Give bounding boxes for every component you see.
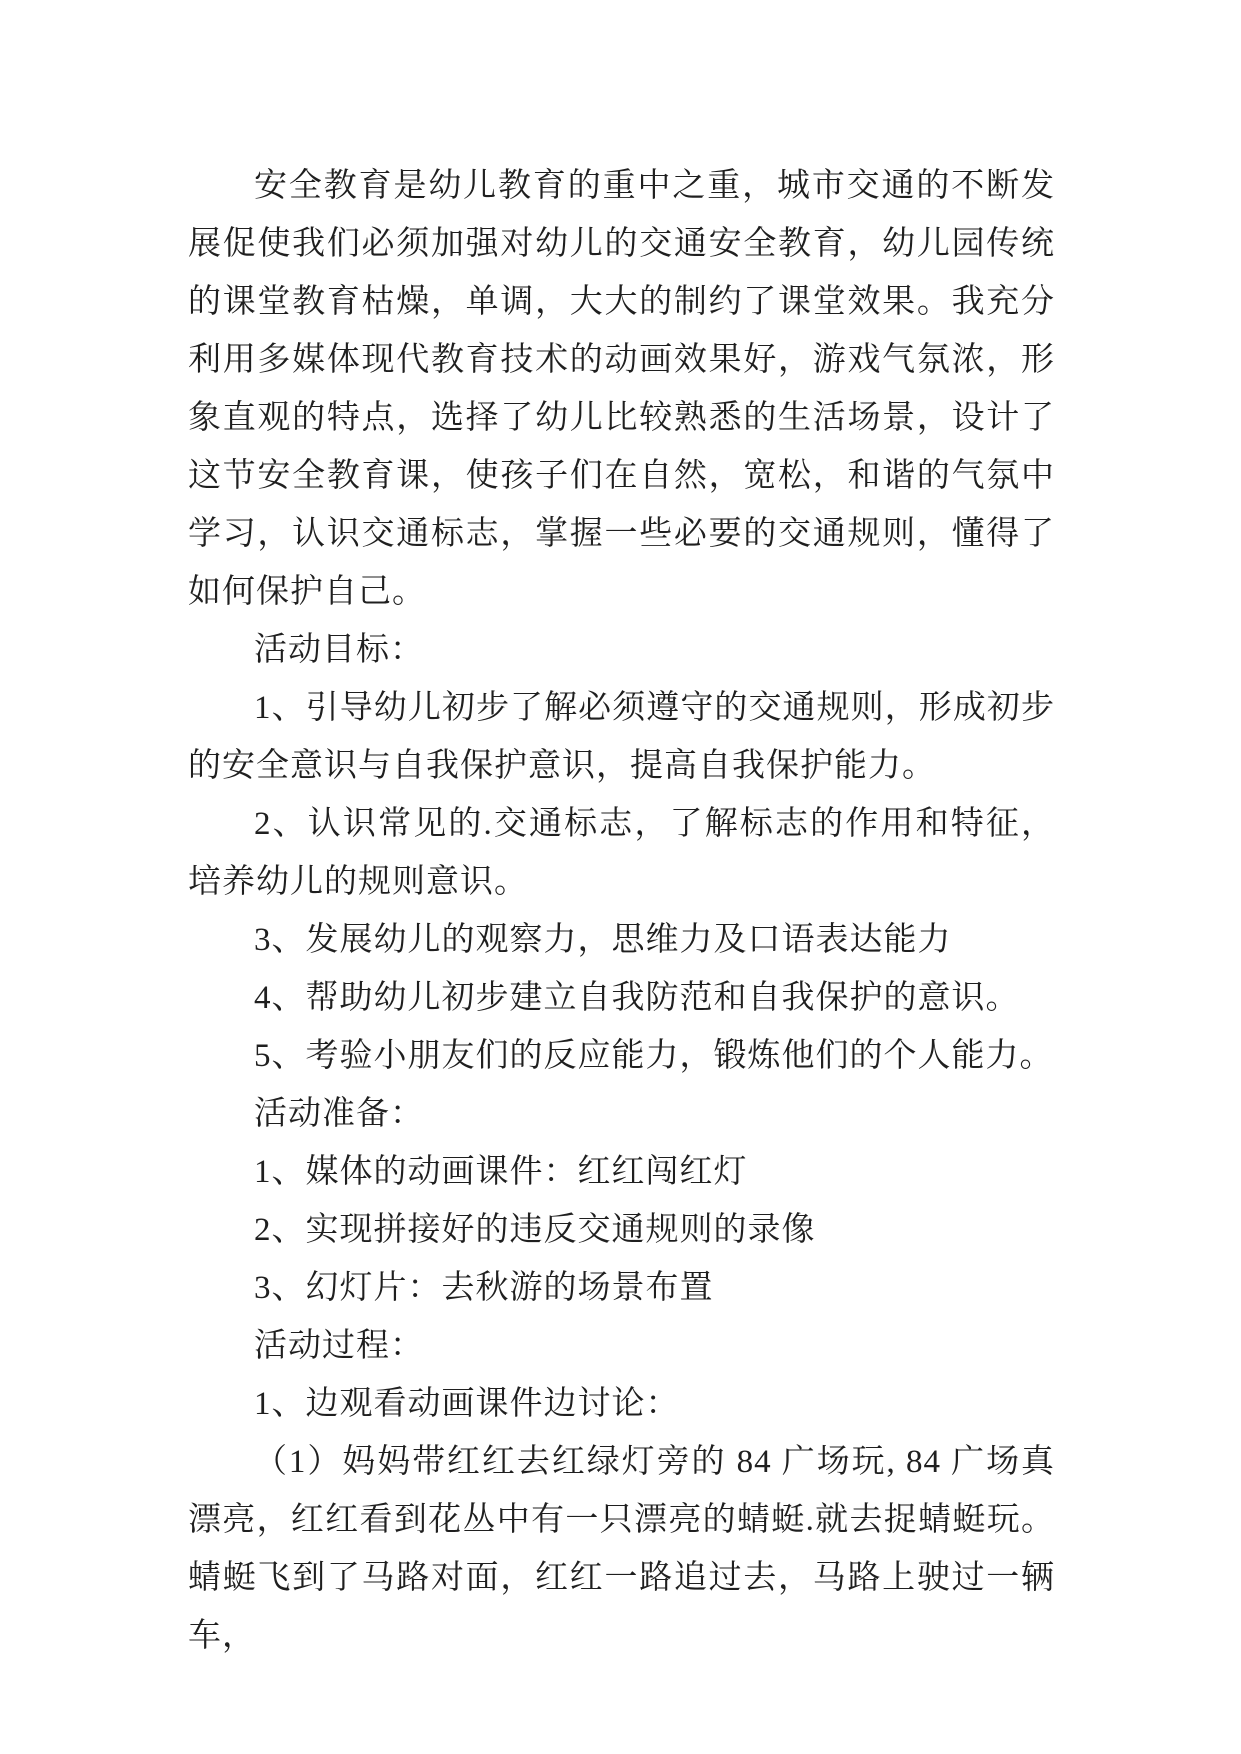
paragraph: 5、考验小朋友们的反应能力，锻炼他们的个人能力。 [254, 1038, 1054, 1074]
paragraph: 活动过程： [254, 1328, 424, 1364]
paragraph: 活动目标： [254, 632, 424, 668]
paragraph: 2、实现拼接好的违反交通规则的录像 [254, 1212, 816, 1248]
paragraph: 安全教育是幼儿教育的重中之重，城市交通的不断发展促使我们必须加强对幼儿的交通安全教育，幼儿园传统的课堂教育枯燥，单调，大大的制约了课堂效果。我充分利用多媒体现代教育技术的动画效果好，游戏气氛浓，形象直观的特点，选择了幼儿比较熟悉的生活场景，设计了这节安全教育课，使孩子们在自然，宽松，和谐的气氛中学习，认识交通标志，掌握一些必要的交通规则，懂得了如何保护自己。 [188, 168, 1055, 610]
paragraph: 1、边观看动画课件边讨论： [254, 1386, 680, 1422]
paragraph: 4、帮助幼儿初步建立自我防范和自我保护的意识。 [254, 980, 1020, 1016]
paragraph: 3、幻灯片：去秋游的场景布置 [254, 1270, 714, 1306]
paragraph: 活动准备： [254, 1096, 424, 1132]
paragraph: 1、媒体的动画课件：红红闯红灯 [254, 1154, 748, 1190]
paragraph: 3、发展幼儿的观察力，思维力及口语表达能力 [254, 922, 952, 958]
paragraph: 1、引导幼儿初步了解必须遵守的交通规则，形成初步的安全意识与自我保护意识，提高自我保护能力。 [188, 690, 1055, 784]
document-body [188, 157, 1055, 1665]
paragraph: （1）妈妈带红红去红绿灯旁的 84 广场玩, 84 广场真漂亮，红红看到花丛中有一只漂亮的蜻蜓.就去捉蜻蜓玩。蜻蜓飞到了马路对面，红红一路追过去，马路上驶过一辆车， [188, 1444, 1055, 1654]
paragraph: 2、认识常见的.交通标志，了解标志的作用和特征，培养幼儿的规则意识。 [188, 806, 1055, 900]
